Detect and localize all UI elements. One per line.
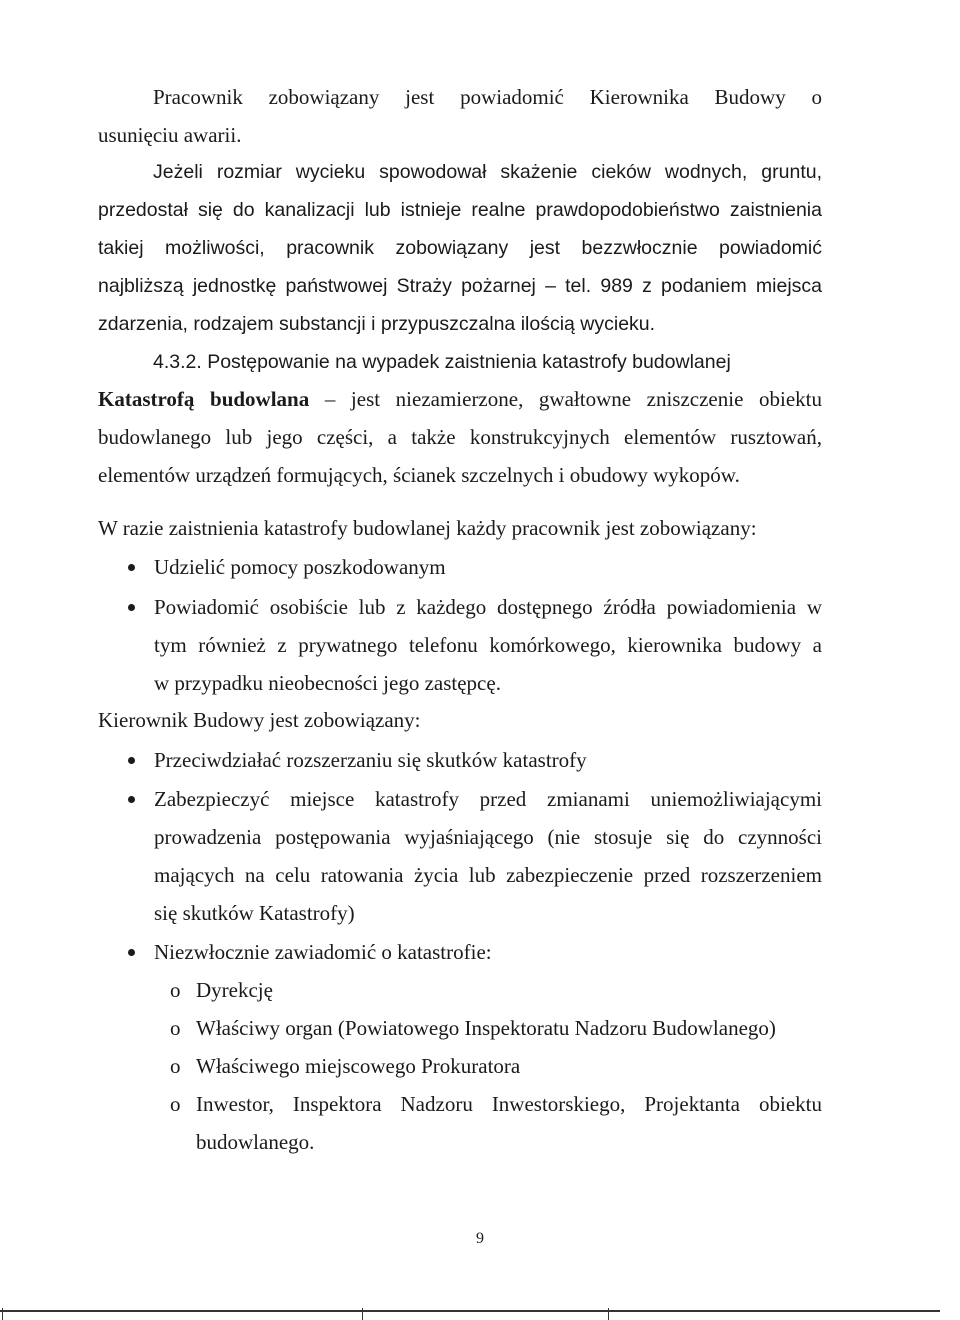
- list-item-text: Niezwłocznie zawiadomić o katastrofie:: [154, 940, 492, 964]
- sub-list-item-text: Właściwy organ (Powiatowego Inspektoratu Nadzoru Budowlanego): [196, 1016, 776, 1040]
- circle-bullet-icon: o: [170, 1054, 181, 1078]
- list-item-text: w przypadku nieobecności jego zastępcę.: [154, 671, 501, 695]
- list-item-continuation: [98, 894, 822, 932]
- list-item-text: Powiadomić osobiście lub z każdego dostępnego źródła powiadomienia w: [154, 595, 822, 619]
- bullet-icon: [128, 564, 135, 571]
- workers-intro: W razie zaistnienia katastrofy budowlanej każdy pracownik jest zobowiązany:: [98, 516, 757, 540]
- bullet-icon: [128, 757, 135, 764]
- sub-list-item: [98, 1085, 822, 1123]
- paragraph-line: Jeżeli rozmiar wycieku spowodował skażenie cieków wodnych, gruntu,: [153, 161, 822, 183]
- section-heading-text: 4.3.2. Postępowanie na wypadek zaistnienia katastrofy budowlanej: [153, 351, 731, 373]
- list-item-text: tym również z prywatnego telefonu komórkowego, kierownika budowy a: [154, 633, 822, 657]
- circle-bullet-icon: o: [170, 1016, 181, 1040]
- footer-rule: [0, 1310, 940, 1312]
- list-item: [98, 548, 822, 586]
- circle-bullet-icon: o: [170, 978, 181, 1002]
- definition-term: Katastrofą budowlana: [98, 387, 310, 411]
- page-number: 9: [476, 1230, 484, 1247]
- sub-list-item: [98, 1009, 822, 1047]
- paragraph-line: takiej możliwości, pracownik zobowiązany jest bezzwłocznie powiadomić: [98, 237, 822, 259]
- list-item-continuation: [98, 664, 822, 702]
- footer-tick: [608, 1308, 609, 1320]
- sub-list-item-text: budowlanego.: [196, 1130, 315, 1154]
- definition-text: – jest niezamierzone, gwałtowne zniszczenie obiektu: [309, 387, 822, 411]
- circle-bullet-icon: o: [170, 1092, 181, 1116]
- bullet-icon: [128, 949, 135, 956]
- list-item-text: prowadzenia postępowania wyjaśniającego (nie stosuje się do czynności: [154, 825, 822, 849]
- sub-list-item: [98, 971, 822, 1009]
- sub-list-item: [98, 1047, 822, 1085]
- list-item: [98, 780, 822, 818]
- list-item: [98, 588, 822, 626]
- list-item-text: się skutków Katastrofy): [154, 901, 355, 925]
- paragraph-line: zdarzenia, rodzajem substancji i przypuszczalna ilością wycieku.: [98, 313, 656, 335]
- list-item-text: mających na celu ratowania życia lub zabezpieczenie przed rozszerzeniem: [154, 863, 822, 887]
- paragraph-line: najbliższą jednostkę państwowej Straży pożarnej – tel. 989 z podaniem miejsca: [98, 275, 822, 297]
- list-item: [98, 741, 822, 779]
- paragraph-line: usunięciu awarii.: [98, 123, 242, 147]
- paragraph-line: elementów urządzeń formujących, ścianek szczelnych i obudowy wykopów.: [98, 463, 740, 487]
- footer-tick: [2, 1308, 3, 1320]
- list-item: [98, 933, 822, 971]
- list-item-text: Przeciwdziałać rozszerzaniu się skutków katastrofy: [154, 748, 587, 772]
- sub-list-item-text: Dyrekcję: [196, 978, 273, 1002]
- section-heading: [153, 342, 822, 381]
- list-item-continuation: [98, 626, 822, 664]
- paragraph-line: przedostał się do kanalizacji lub istnieje realne prawdopodobieństwo zaistnienia: [98, 199, 822, 221]
- list-item-text: Udzielić pomocy poszkodowanym: [154, 555, 446, 579]
- list-item-continuation: [98, 856, 822, 894]
- paragraph-line: budowlanego lub jego części, a także konstrukcyjnych elementów rusztowań,: [98, 425, 822, 449]
- list-item-text: Zabezpieczyć miejsce katastrofy przed zmianami uniemożliwiającymi: [154, 787, 822, 811]
- sub-list-item-text: Właściwego miejscowego Prokuratora: [196, 1054, 521, 1078]
- bullet-icon: [128, 796, 135, 803]
- list-item-continuation: [98, 818, 822, 856]
- manager-intro: Kierownik Budowy jest zobowiązany:: [98, 708, 421, 732]
- paragraph-line: Pracownik zobowiązany jest powiadomić Kierownika Budowy o: [153, 85, 822, 109]
- sub-list-item-text: Inwestor, Inspektora Nadzoru Inwestorskiego, Projektanta obiektu: [196, 1092, 822, 1116]
- footer-tick: [362, 1308, 363, 1320]
- definition-line: [98, 380, 822, 418]
- sub-list-item-continuation: [98, 1123, 822, 1161]
- bullet-icon: [128, 604, 135, 611]
